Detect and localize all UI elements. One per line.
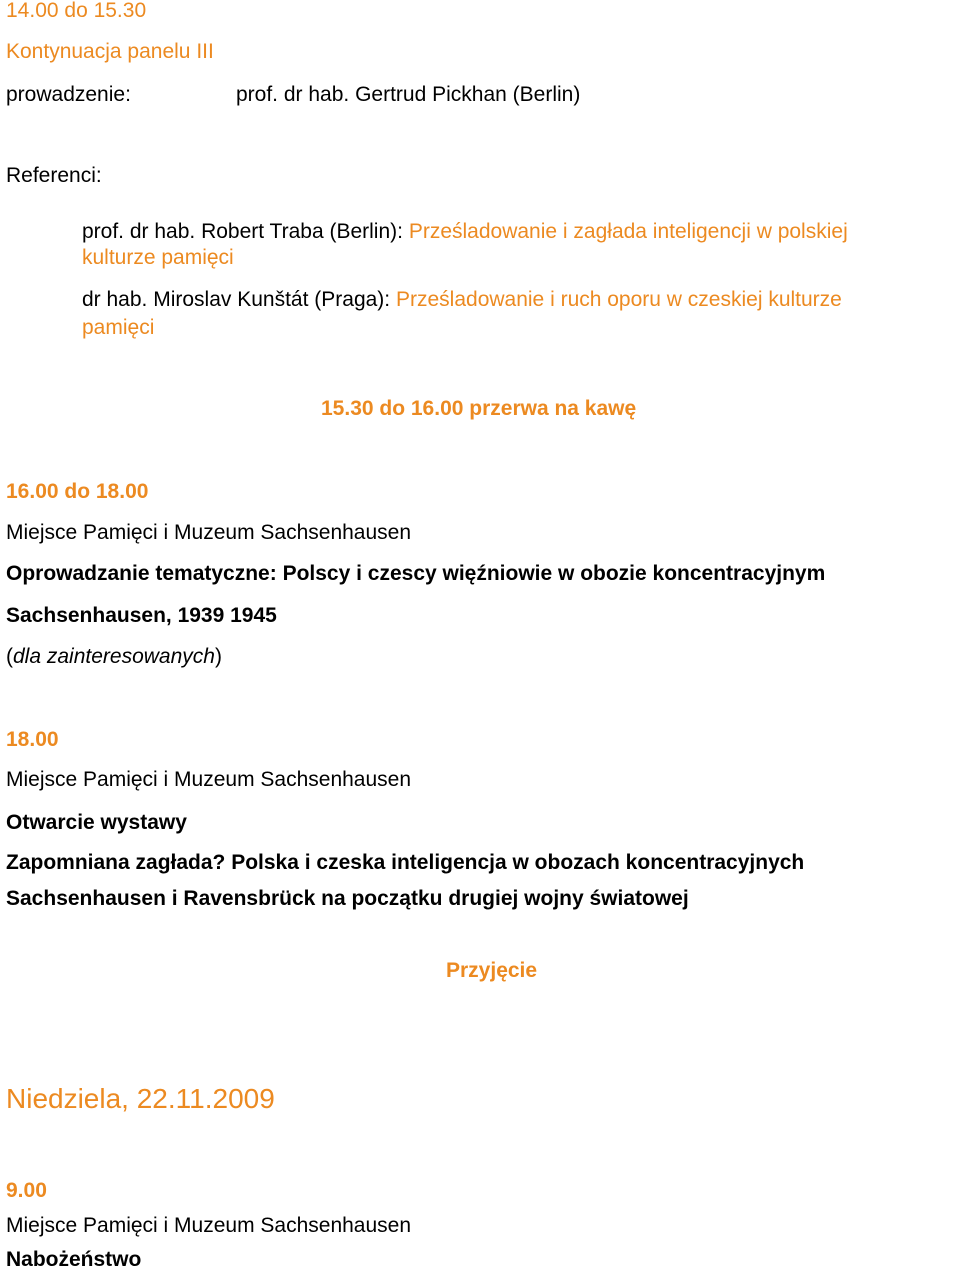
tour-place: Miejsce Pamięci i Muzeum Sachsenhausen [6,521,412,544]
speaker-1-topic: Prześladowanie i zagłada inteligencji w polskiej [408,220,848,243]
speaker-1-line1 [82,221,848,242]
exhibition-place: Miejsce Pamięci i Muzeum Sachsenhausen [6,768,412,791]
sunday-time: 9.00 [6,1179,47,1202]
coffee-break: 15.30 do 16.00 przerwa na kawę [321,397,637,420]
sunday-event: Nabożeństwo [6,1248,142,1271]
speakers-label: Referenci: [6,164,102,187]
tour-note: (dla zainteresowanych) [6,645,222,668]
sunday-place: Miejsce Pamięci i Muzeum Sachsenhausen [6,1214,412,1237]
tour-time: 16.00 do 18.00 [6,480,149,503]
exhibition-opening: Otwarcie wystawy [6,811,187,834]
speaker-2-line1 [82,289,842,310]
exhibition-time: 18.00 [6,728,59,751]
speaker-2-topic: Prześladowanie i ruch oporu w czeskiej kulturze [395,288,842,311]
exhibition-title-line1: Zapomniana zagłada? Polska i czeska inteligencja w obozach koncentracyjnych [6,851,805,874]
tour-title-line1: Oprowadzanie tematyczne: Polscy i czescy więźniowie w obozie koncentracyjnym [6,562,826,585]
reception: Przyjęcie [446,959,538,982]
speaker-2-name: dr hab. Miroslav Kunštát (Praga): [82,288,391,311]
speaker-1-topic-cont: kulturze pamięci [82,246,234,269]
tour-title-line2: Sachsenhausen, 1939 1945 [6,604,277,627]
sunday-date: Niedziela, 22.11.2009 [6,1083,275,1114]
moderator-name: prof. dr hab. Gertrud Pickhan (Berlin) [236,83,581,106]
panel-time: 14.00 do 15.30 [6,0,147,22]
speaker-2-topic-cont: pamięci [82,316,155,339]
speaker-1-name: prof. dr hab. Robert Traba (Berlin): [82,220,403,243]
moderator-label: prowadzenie: [6,83,131,106]
exhibition-title-line2: Sachsenhausen i Ravensbrück na początku drugiej wojny światowej [6,887,689,910]
panel-title: Kontynuacja panelu III [6,40,214,63]
